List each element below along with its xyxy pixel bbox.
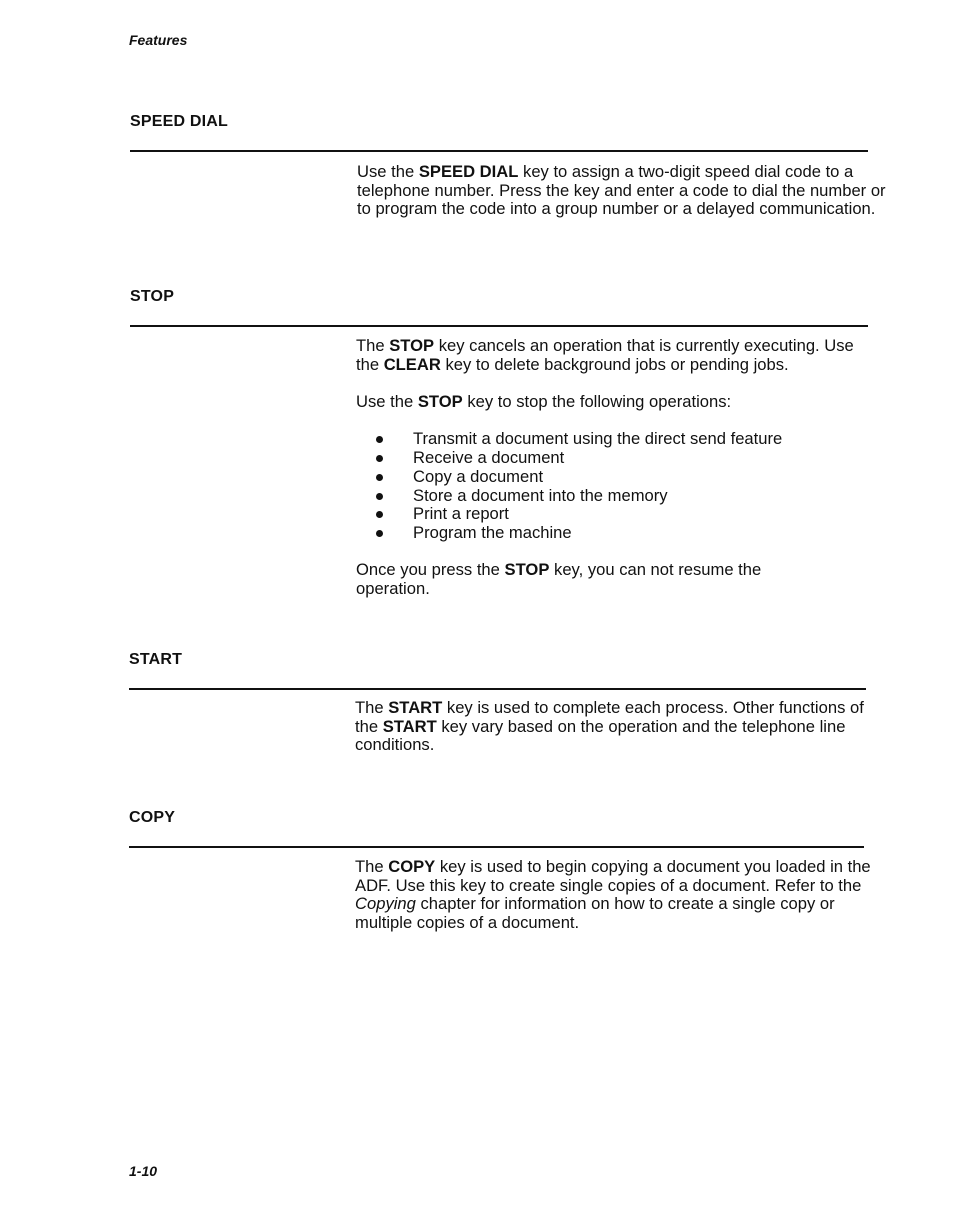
section-rule-start [129,688,866,690]
list-item: Print a report [356,505,871,524]
stop-operations-list [356,430,871,542]
bullet-icon [376,474,383,481]
list-item: Copy a document [356,468,871,487]
section-rule-copy [129,846,864,848]
bullet-icon [376,511,383,518]
stop-paragraph-3: Once you press the STOP key, you can not resume the operation. [356,560,762,599]
list-item: Program the machine [356,524,871,543]
stop-paragraph-1: The STOP key cancels an operation that is currently executing. Use the CLEAR key to delete background jobs or pending jobs. [356,336,854,374]
section-rule-speed-dial [130,150,868,152]
bullet-icon [376,530,383,537]
speed-dial-paragraph: Use the SPEED DIAL key to assign a two-digit speed dial code to a telephone number. Press the key and enter a code to dial the number or to program the code into a group number or a delayed communication. [357,162,886,219]
section-rule-stop [130,325,868,327]
section-heading-speed-dial: SPEED DIAL [130,113,229,130]
section-heading-copy: COPY [129,809,176,826]
list-item: Receive a document [356,449,871,468]
bullet-icon [376,436,383,443]
section-heading-start: START [129,651,183,668]
page-number: 1-10 [129,1163,158,1179]
section-body-speed-dial [357,163,887,219]
start-paragraph: The START key is used to complete each process. Other functions of the START key vary based on the operation and the telephone line conditions. [355,698,864,755]
section-body-start [355,699,873,755]
section-heading-stop: STOP [130,288,175,305]
section-body-stop [356,337,871,599]
list-item: Transmit a document using the direct send feature [356,430,871,449]
list-item: Store a document into the memory [356,487,871,506]
bullet-icon [376,493,383,500]
running-head: Features [129,32,188,48]
copy-paragraph: The COPY key is used to begin copying a document you loaded in the ADF. Use this key to create single copies of a document. Refer to the Copying chapter for information on how to create a single copy or multiple copies of a document. [355,857,871,933]
stop-paragraph-2: Use the STOP key to stop the following operations: [356,392,732,412]
section-body-copy [355,858,873,933]
bullet-icon [376,455,383,462]
